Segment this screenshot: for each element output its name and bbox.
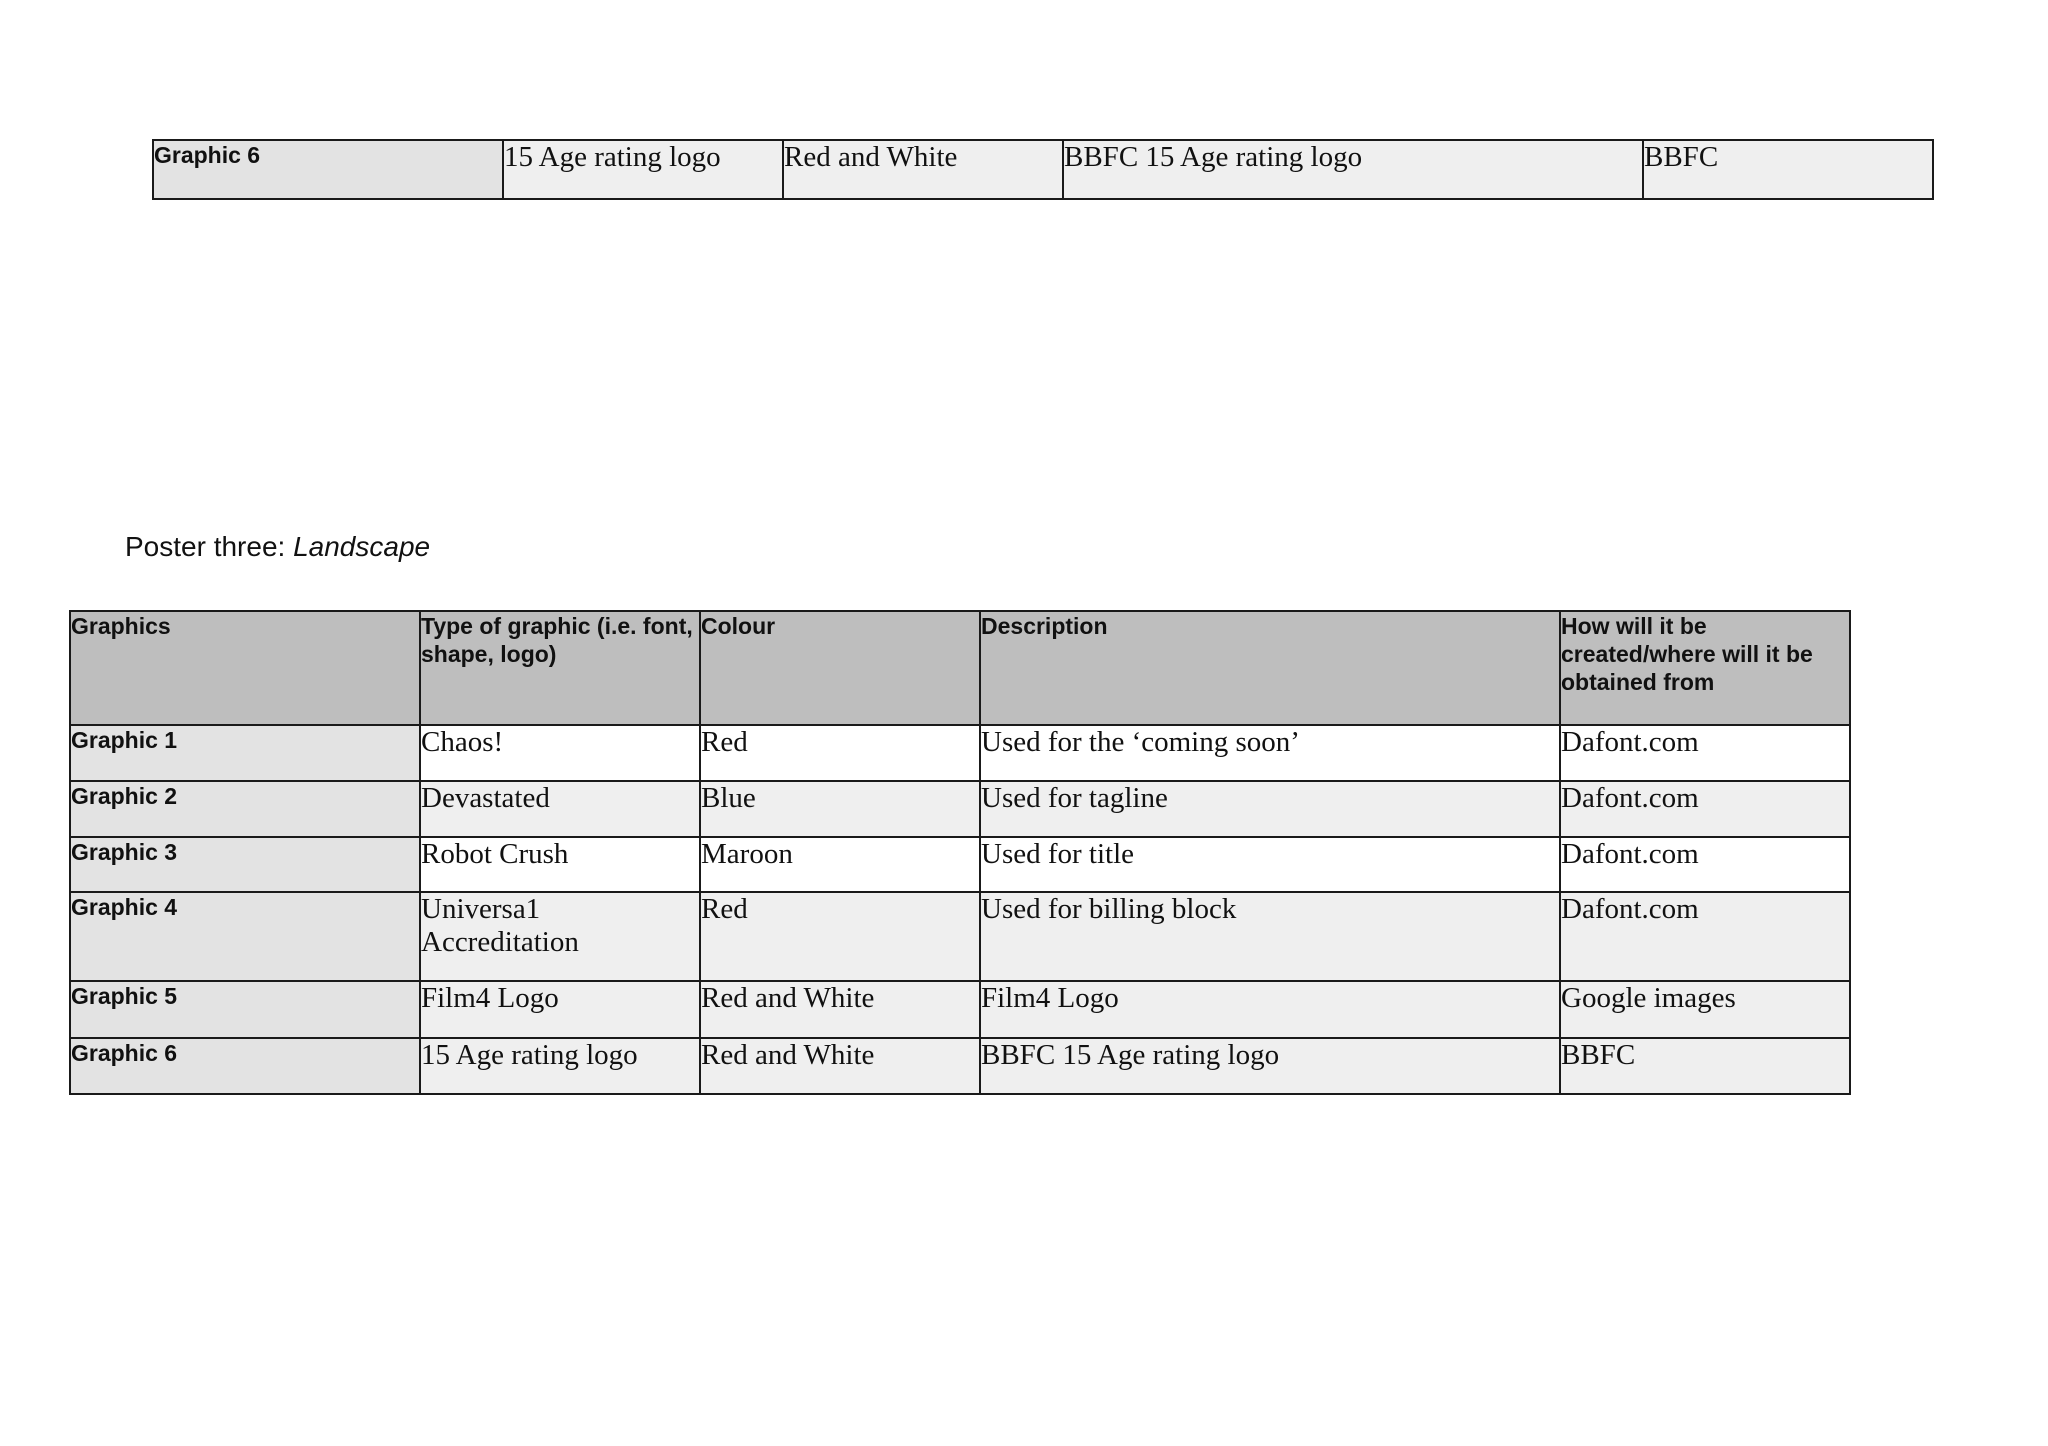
table-row: [70, 781, 1850, 837]
row-label: Graphic 2: [70, 781, 420, 837]
graphics-table: [69, 610, 1851, 1095]
row-label: Graphic 6: [70, 1038, 420, 1094]
colour-cell: Red: [700, 892, 980, 981]
poster-heading-prefix: Poster three:: [125, 531, 294, 562]
graphic-type-cell: 15 Age rating logo: [420, 1038, 700, 1094]
description-cell: Film4 Logo: [980, 981, 1560, 1038]
graphic-type-cell: Chaos!: [420, 725, 700, 781]
row-label: Graphic 3: [70, 837, 420, 892]
header-source: How will it be created/where will it be obtained from: [1560, 611, 1850, 725]
table-row: [70, 837, 1850, 892]
colour-cell: Red and White: [700, 981, 980, 1038]
colour-cell: Blue: [700, 781, 980, 837]
description-cell: Used for billing block: [980, 892, 1560, 981]
colour-cell: Red: [700, 725, 980, 781]
row-label: Graphic 5: [70, 981, 420, 1038]
header-colour: Colour: [700, 611, 980, 725]
graphic-type-cell: Universa1 Accreditation: [420, 892, 700, 981]
poster-heading: [125, 530, 430, 564]
row-label: Graphic 1: [70, 725, 420, 781]
header-description: Description: [980, 611, 1560, 725]
graphic-type-cell: Devastated: [420, 781, 700, 837]
source-cell: Dafont.com: [1560, 892, 1850, 981]
description-cell: BBFC 15 Age rating logo: [1063, 140, 1643, 199]
poster-heading-name: Landscape: [293, 531, 431, 562]
table-header-row: [70, 611, 1850, 725]
table-row: [70, 725, 1850, 781]
graphic-type-cell: Robot Crush: [420, 837, 700, 892]
colour-cell: Maroon: [700, 837, 980, 892]
graphic-type-cell: Film4 Logo: [420, 981, 700, 1038]
table-row: [70, 981, 1850, 1038]
colour-cell: Red and White: [700, 1038, 980, 1094]
source-cell: BBFC: [1643, 140, 1933, 199]
header-graphics: Graphics: [70, 611, 420, 725]
row-label: Graphic 4: [70, 892, 420, 981]
header-type-of-graphic: Type of graphic (i.e. font, shape, logo): [420, 611, 700, 725]
row-label: Graphic 6: [153, 140, 503, 199]
description-cell: BBFC 15 Age rating logo: [980, 1038, 1560, 1094]
table-row: [70, 1038, 1850, 1094]
source-cell: Google images: [1560, 981, 1850, 1038]
description-cell: Used for title: [980, 837, 1560, 892]
graphic-type-cell: 15 Age rating logo: [503, 140, 783, 199]
source-cell: Dafont.com: [1560, 725, 1850, 781]
description-cell: Used for tagline: [980, 781, 1560, 837]
colour-cell: Red and White: [783, 140, 1063, 199]
table-row: [153, 140, 1933, 199]
table-row: [70, 892, 1850, 981]
source-cell: BBFC: [1560, 1038, 1850, 1094]
source-cell: Dafont.com: [1560, 837, 1850, 892]
description-cell: Used for the ‘coming soon’: [980, 725, 1560, 781]
source-cell: Dafont.com: [1560, 781, 1850, 837]
graphics-table-continued: [152, 139, 1934, 200]
